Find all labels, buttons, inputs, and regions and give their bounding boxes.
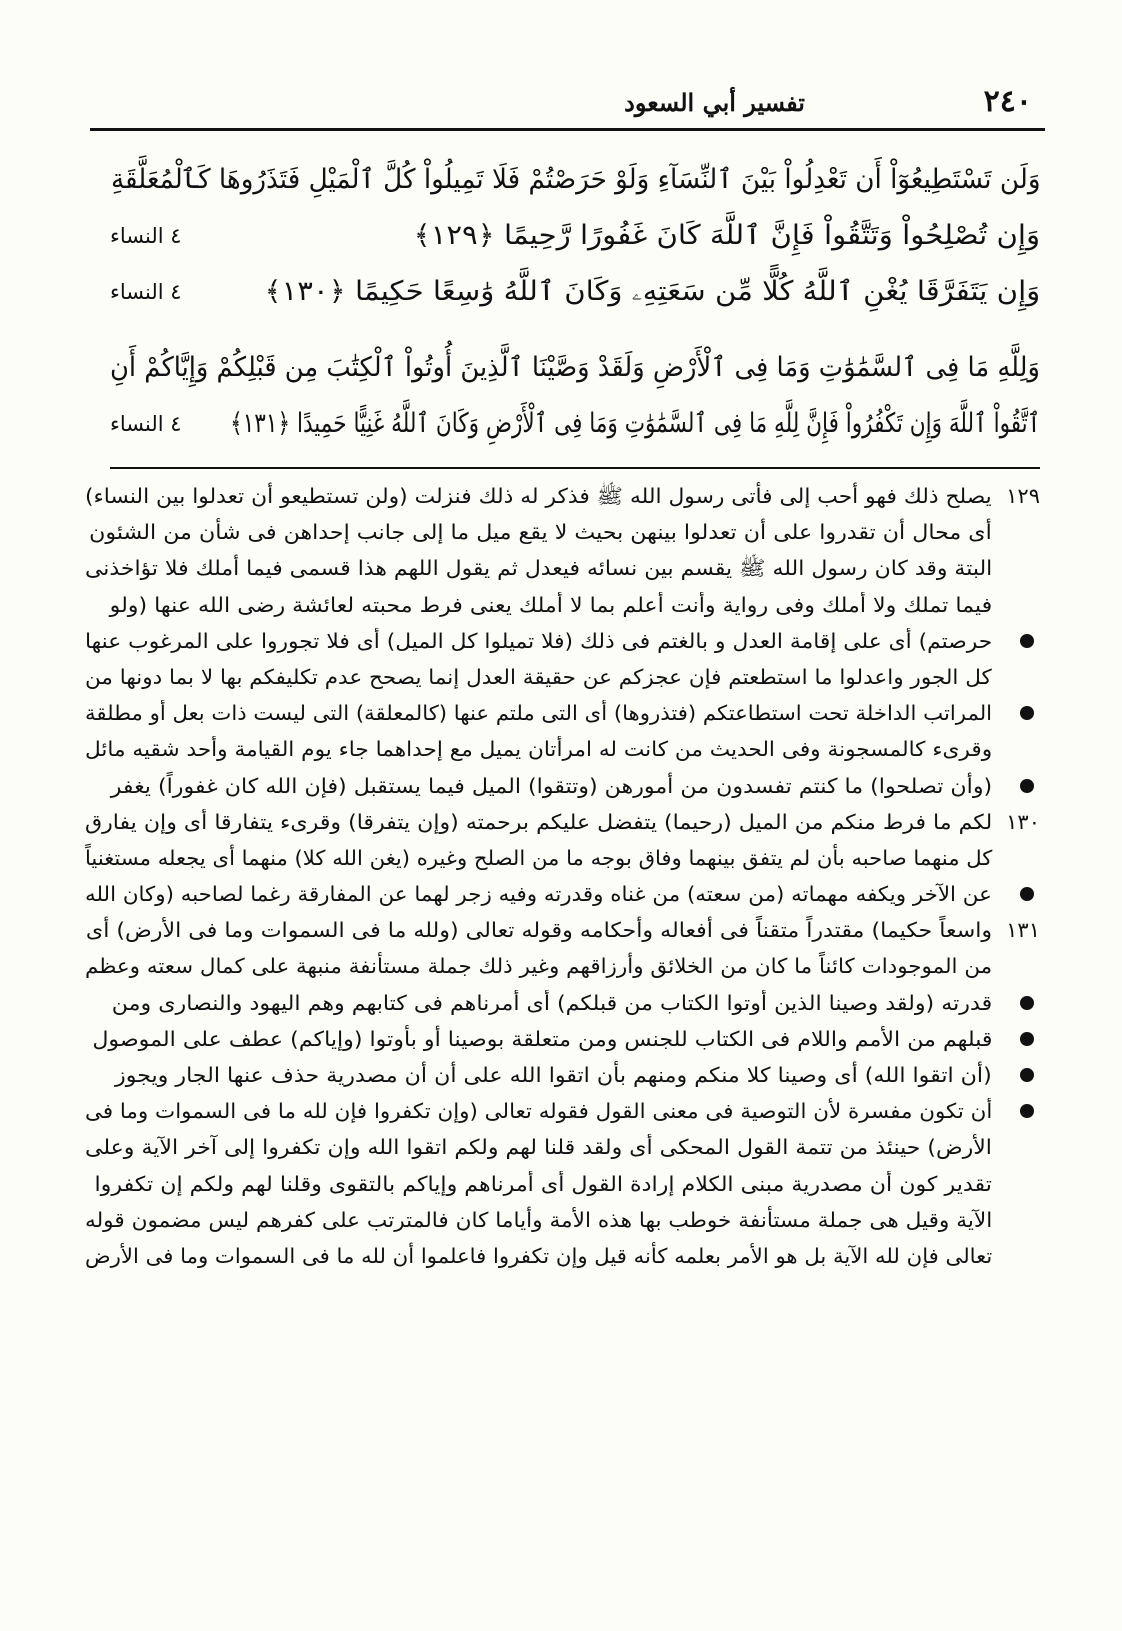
commentary-line (85, 695, 1040, 731)
commentary-line (85, 1021, 1040, 1057)
commentary-text: كل منهما صاحبه بأن لم يتفق بينهما وفاق بوجه ما من الصلح وغيره (يغن الله كلا) منهما أى يجعله مستغنياً (85, 845, 992, 870)
header-rule (90, 128, 1045, 131)
commentary-line (85, 1093, 1040, 1129)
verse-text: ٱتَّقُواْ ٱللَّهَ وَإِن تَكْفُرُواْ فَإِنَّ لِلَّهِ مَا فِى ٱلسَّمَٰوَٰتِ وَمَا فِى ٱلْأَرْضِ وَكَانَ ٱللَّهُ غَنِيًّا حَمِيدًا ﴿١٣١﴾ (229, 408, 1040, 439)
verse-number-marker: ١٣٠ (1006, 809, 1040, 834)
page-number: ٢٤٠ (983, 84, 1032, 119)
verse-number-marker: ١٣١ (1006, 918, 1040, 943)
commentary-line (85, 948, 1040, 984)
verses-divider-rule (110, 467, 1040, 469)
commentary-text: من الموجودات كائناً ما كان من الخلائق وأرزاقهم وغير ذلك جملة مستأنفة منبهة على كمال سعته وعظم (85, 954, 992, 979)
commentary-text: يصلح ذلك فهو أحب إلى فأتى رسول الله ﷺ فذكر له ذلك فنزلت (ولن تستطيعو أن تعدلوا بين النساء) (85, 484, 992, 508)
commentary-text: أن تكون مفسرة لأن التوصية فى معنى القول فقوله تعالى (وإن تكفروا فإن لله ما فى السموات وما فى (85, 1099, 992, 1124)
commentary-line (85, 840, 1040, 876)
commentary-text: (وأن تصلحوا) ما كنتم تفسدون من أمورهن (وتتقوا) الميل فيما يستقبل (فإن الله كان غفوراً) يغفر (110, 773, 992, 798)
commentary-line (85, 1238, 1040, 1274)
commentary-text: المراتب الداخلة تحت استطاعتكم (فتذروها) أى التى ملتم عنها (كالمعلقة) التى ليست ذات بعل أو مطلقة (85, 701, 992, 726)
verse-line (110, 208, 1040, 264)
commentary-text: أى محال أن تقدروا على أن تعدلوا بينهن بحيث لا يقع ميل ما إلى جانب إحداهن فى شأن من الشئون (89, 520, 992, 545)
verse-line (110, 264, 1040, 320)
page-header (90, 82, 1040, 130)
commentary-line (85, 587, 1040, 623)
verse-text: وَإِن يَتَفَرَّقَا يُغْنِ ٱللَّهُ كُلًّا مِّن سَعَتِهِۦ وَكَانَ ٱللَّهُ وَٰسِعًا حَكِيمًا ﴿١٣٠﴾ (264, 276, 1040, 307)
commentary-line (85, 768, 1040, 804)
bullet-dot-icon (1020, 887, 1034, 901)
commentary-line (85, 1057, 1040, 1093)
commentary-text: وقرىء كالمسجونة وفى الحديث من كانت له امرأتان يميل مع إحداهما جاء يوم القيامة وأحد شقيه مائل (85, 737, 992, 762)
bullet-dot-icon (1020, 996, 1034, 1010)
verse-text: وَلَن تَسْتَطِيعُوٓاْ أَن تَعْدِلُواْ بَيْنَ ٱلنِّسَآءِ وَلَوْ حَرَصْتُمْ فَلَا تَمِيلُواْ كُلَّ ٱلْمَيْلِ فَتَذَرُوهَا كَٱلْمُعَلَّقَةِ (110, 164, 1040, 195)
bullet-dot-icon (1020, 1032, 1034, 1046)
commentary-line (85, 1129, 1040, 1165)
commentary-line (85, 478, 1040, 514)
verse-line (110, 340, 1040, 396)
commentary-text: تقدير كون أن مصدرية مبنى الكلام إرادة القول أى أمرناهم وإياكم بالتقوى وقلنا لهم ولكم إن تكفروا (94, 1171, 992, 1196)
commentary-text: البتة وقد كان رسول الله ﷺ يقسم بين نسائه فيعدل ثم يقول اللهم هذا قسمى فيما أملك فلا تؤاخذنى (85, 556, 992, 581)
commentary-text: فيما تملك ولا أملك وفى رواية وأنت أعلم بما لا أملك يعنى فرط محبته لعائشة رضى الله عنها (ولو (109, 592, 992, 617)
verse-line (110, 396, 1040, 452)
commentary-text: لكم ما فرط منكم من الميل (رحيما) يتفضل عليكم برحمته (وإن يتفرقا) وقرىء يتفارقا أى وإن يفارق (85, 809, 992, 834)
verse-gap (110, 320, 1040, 340)
commentary-line (85, 731, 1040, 767)
commentary-text: قدرته (ولقد وصينا الذين أوتوا الكتاب من قبلكم) أى أمرناهم فى كتابهم وهم اليهود والنصارى ومن (111, 990, 992, 1015)
commentary-line (85, 1202, 1040, 1238)
commentary-text: واسعاً حكيما) مقتدراً متقناً فى أفعاله وأحكامه وقوله تعالى (ولله ما فى السموات وما فى الأرض) أى (85, 918, 992, 943)
verse-line (110, 152, 1040, 208)
commentary-text: الأرض) حينئذ من تتمة القول المحكى أى ولقد قلنا لهم ولكم اتقوا الله وإن تكفروا إلى آخر الآية وعلى (85, 1135, 992, 1160)
commentary-text: تعالى فإن لله الآية بل هو الأمر بعلمه كأنه قيل وإن تكفروا فاعلموا أن لله ما فى السموات وما فى الأرض (85, 1243, 992, 1268)
bullet-dot-icon (1020, 634, 1034, 648)
verse-text: وَلِلَّهِ مَا فِى ٱلسَّمَٰوَٰتِ وَمَا فِى ٱلْأَرْضِ وَلَقَدْ وَصَّيْنَا ٱلَّذِينَ أُوتُواْ ٱلْكِتَٰبَ مِن قَبْلِكُمْ وَإِيَّاكُمْ أَنِ (110, 352, 1040, 383)
bullet-dot-icon (1020, 1104, 1034, 1118)
verse-number-marker: ١٢٩ (1006, 484, 1040, 508)
commentary-text: حرصتم) أى على إقامة العدل و بالغتم فى ذلك (فلا تميلوا كل الميل) أى فلا تجوروا على المرغوب عنها (85, 628, 992, 653)
commentary-line (85, 804, 1040, 840)
bullet-dot-icon (1020, 706, 1034, 720)
surah-reference: ٤ النساء (110, 412, 182, 436)
commentary-line (85, 985, 1040, 1021)
commentary-text: عن الآخر ويكفه مهماته (من سعته) من غناه وقدرته وفيه زجر لهما عن المفارقة رغما لصاحبه (وكان الله (85, 882, 992, 907)
commentary-line (85, 514, 1040, 550)
commentary-line (85, 1166, 1040, 1202)
commentary-text: كل الجور واعدلوا ما استطعتم فإن عجزكم عن حقيقة العدل إنما يصحح عدم تكليفكم بها لا بما دونها من (85, 664, 992, 689)
commentary-block (85, 478, 1040, 1274)
commentary-text: (أن اتقوا الله) أى وصينا كلا منكم ومنهم بأن اتقوا الله على أن أن مصدرية حذف عنها الجار ويجوز (115, 1063, 992, 1087)
commentary-line (85, 550, 1040, 586)
bullet-dot-icon (1020, 779, 1034, 793)
bullet-dot-icon (1020, 1068, 1034, 1082)
quran-verses-block (110, 152, 1040, 452)
verse-text: وَإِن تُصْلِحُواْ وَتَتَّقُواْ فَإِنَّ ٱللَّهَ كَانَ غَفُورًا رَّحِيمًا ﴿١٢٩﴾ (413, 220, 1040, 251)
commentary-line (85, 623, 1040, 659)
commentary-line (85, 912, 1040, 948)
surah-reference: ٤ النساء (110, 280, 182, 304)
commentary-line (85, 876, 1040, 912)
commentary-text: الآية وقيل هى جملة مستأنفة خوطب بها هذه الأمة وأياما كان فالمترتب على كفرهم ليس مضمون قوله (85, 1207, 992, 1232)
running-title: تفسير أبي السعود (624, 88, 805, 117)
commentary-text: قبلهم من الأمم واللام فى الكتاب للجنس ومن متعلقة بوصينا أو بأوتوا (وإياكم) عطف على الموصول (91, 1026, 992, 1051)
surah-reference: ٤ النساء (110, 224, 182, 248)
commentary-line (85, 659, 1040, 695)
